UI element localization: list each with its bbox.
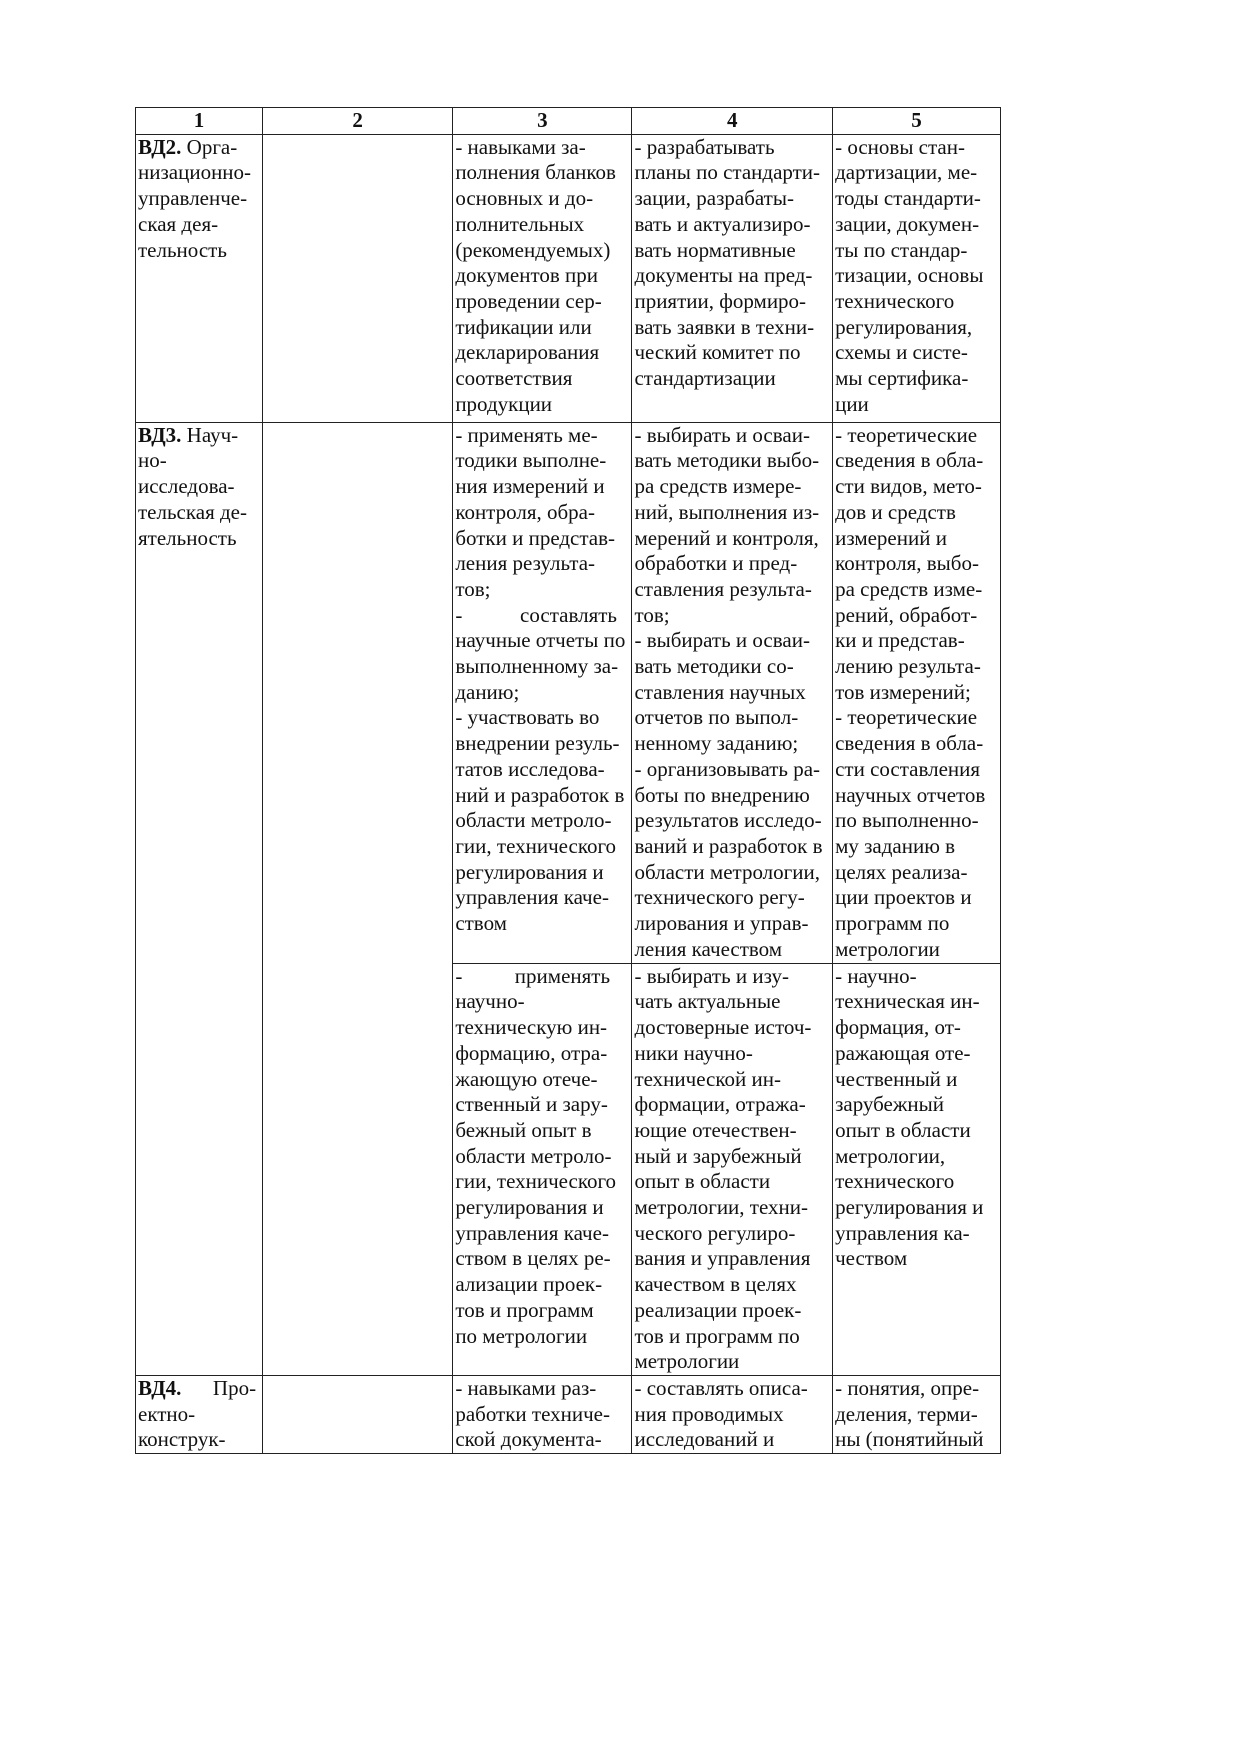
activity-code: ВД4.	[138, 1375, 182, 1400]
header-col-2: 2	[262, 108, 452, 135]
header-col-5: 5	[833, 108, 1001, 135]
table-row-vd3-a	[136, 422, 1001, 963]
col2-cell	[262, 422, 452, 1375]
col3-cell: - применять ме- тодики выполне- ния измерений и контроля, обра- ботки и представ- ления результа- тов; - составлять научные отчеты по выполненному за- данию; - участвовать во внедрении резуль- татов исследова- ний и разработок в области метроло- гии, технического регулирования и управления каче- ством	[453, 422, 632, 963]
competency-table	[135, 107, 1001, 1454]
col3-cell: - навыками за- полнения бланков основных и до- полнительных (рекомендуемых) документов при проведении сер- тификации или декларирования соответствия продукции	[453, 134, 632, 422]
table-row-vd4	[136, 1375, 1001, 1453]
col4-cell: - выбирать и осваи- вать методики выбо- ра средств измере- ний, выполнения из- мерений и контроля, обработки и пред- ставления результа- тов; - выбирать и осваи- вать методики со- ставления научных отчетов по выпол- ненному заданию; - организовывать ра- боты по внедрению результатов исследо- ваний и разработок в области метрологии, технического регу- лирования и управ- ления качеством	[632, 422, 833, 963]
activity-cell	[136, 422, 263, 1375]
table-row-vd2	[136, 134, 1001, 422]
activity-code: ВД2.	[138, 134, 182, 159]
activity-title: Науч- но- исследова- тельская де- ятельность	[138, 422, 247, 550]
col5-cell: - теоретические сведения в обла- сти видов, мето- дов и средств измерений и контроля, выбо- ра средств изме- рений, обработ- ки и представ- лению результа- тов измерений; - теоретические сведения в обла- сти составления научных отчетов по выполненно- му заданию в целях реализа- ции проектов и программ по метрологии	[833, 422, 1001, 963]
col5-cell: - научно- техническая ин- формация, от- ражающая оте- чественный и зарубежный опыт в области метрологии, технического регулирования и управления ка- чеством	[833, 963, 1001, 1375]
header-col-1: 1	[136, 108, 263, 135]
col2-cell	[262, 1375, 452, 1453]
activity-title: Про- ектно- конструк-	[138, 1375, 257, 1452]
activity-title: Орга- низационно- управленче- ская дея- тельность	[138, 134, 252, 262]
header-col-3: 3	[453, 108, 632, 135]
col3-cell: - применять научно- техническую ин- формацию, отра- жающую отече- ственный и зару- бежный опыт в области метроло- гии, технического регулирования и управления каче- ством в целях ре- ализации проек- тов и программ по метрологии	[453, 963, 632, 1375]
activity-cell	[136, 134, 263, 422]
col5-cell: - основы стан- дартизации, ме- тоды стандарти- зации, докумен- ты по стандар- тизации, основы технического регулирования, схемы и систе- мы сертифика- ции	[833, 134, 1001, 422]
col4-cell: - разрабатывать планы по стандарти- зации, разрабаты- вать и актуализиро- вать нормативные документы на пред- приятии, формиро- вать заявки в техни- ческий комитет по стандартизации	[632, 134, 833, 422]
header-col-4: 4	[632, 108, 833, 135]
col3-cell: - навыками раз- работки техниче- ской документа-	[453, 1375, 632, 1453]
col2-cell	[262, 134, 452, 422]
col4-cell: - выбирать и изу- чать актуальные достоверные источ- ники научно- технической ин- формации, отража- ющие отечествен- ный и зарубежный опыт в области метрологии, техни- ческого регулиро- вания и управления качеством в целях реализации проек- тов и программ по метрологии	[632, 963, 833, 1375]
activity-cell	[136, 1375, 263, 1453]
col4-cell: - составлять описа- ния проводимых исследований и	[632, 1375, 833, 1453]
activity-code: ВД3.	[138, 422, 182, 447]
col5-cell: - понятия, опре- деления, терми- ны (понятийный	[833, 1375, 1001, 1453]
header-row	[136, 108, 1001, 135]
